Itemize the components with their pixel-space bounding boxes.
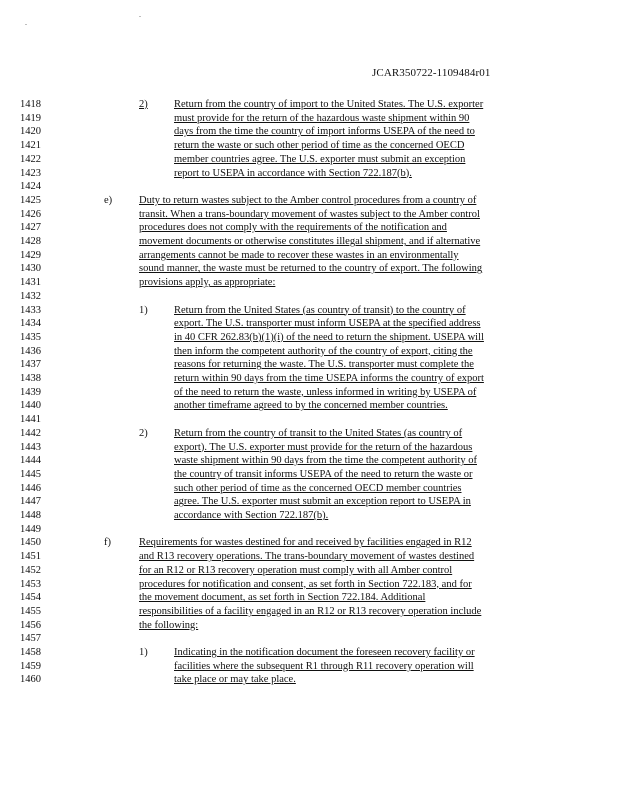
body-text-line: movement documents or otherwise constitutes illegal shipment, and if alternative <box>139 236 481 247</box>
line-number: 1442 <box>20 427 41 439</box>
line-number: 1453 <box>20 578 41 590</box>
section-label: f) <box>104 537 111 549</box>
line-number: 1440 <box>20 400 41 412</box>
body-text-line: return within 90 days from the time USEPA informs the country of export <box>174 373 484 384</box>
line-number: 1455 <box>20 605 41 617</box>
body-text-line: the following: <box>139 619 199 631</box>
body-text-line: facilities where the subsequent R1 through R11 recovery operation will <box>174 660 474 672</box>
body-text-line: report to USEPA in accordance with Section 722.187(b). <box>174 167 412 179</box>
line-number: 1439 <box>20 386 41 398</box>
line-number: 1427 <box>20 222 41 234</box>
line-number: 1448 <box>20 510 41 521</box>
section-label: e) <box>104 194 113 206</box>
scan-speck: . <box>25 18 27 27</box>
line-number: 1431 <box>20 277 41 289</box>
line-number: 1445 <box>20 468 41 480</box>
body-text-line: the country of transit informs USEPA of the need to return the waste or <box>174 468 473 480</box>
line-number: 1434 <box>20 318 41 330</box>
body-text-line: return the waste or such other period of time as the concerned OECD <box>174 140 465 152</box>
line-number: 1451 <box>20 551 41 563</box>
section-label: 2) <box>139 427 148 439</box>
line-number: 1460 <box>20 674 41 686</box>
line-number: 1449 <box>20 523 41 535</box>
body-text-line: of the need to return the waste, unless informed in writing by USEPA of <box>174 386 477 398</box>
line-number: 1422 <box>20 153 41 165</box>
body-text-line: waste shipment within 90 days from the time the competent authority of <box>174 455 477 467</box>
line-number: 1419 <box>20 112 41 124</box>
line-number: 1443 <box>20 441 41 453</box>
line-number: 1446 <box>20 482 41 494</box>
body-text-line: accordance with Section 722.187(b). <box>174 510 329 521</box>
body-text-line: Return from the country of import to the United States. The U.S. exporter <box>174 99 484 110</box>
body-text-line: Duty to return wastes subject to the Amber control procedures from a country of <box>139 194 477 206</box>
body-text-line: sound manner, the waste must be returned to the country of export. The following <box>139 263 483 275</box>
section-label: 2) <box>139 99 148 110</box>
body-text-line: agree. The U.S. exporter must submit an exception report to USEPA in <box>174 496 471 508</box>
line-number: 1418 <box>20 99 41 110</box>
body-text-line: procedures does not comply with the requirements of the notification and <box>139 222 447 234</box>
body-text-line: must provide for the return of the hazardous waste shipment within 90 <box>174 112 470 124</box>
section-label: 1) <box>139 647 148 658</box>
line-number: 1452 <box>20 564 41 576</box>
body-text-line: arrangements cannot be made to recover these wastes in an environmentally <box>139 249 459 261</box>
line-number: 1459 <box>20 660 41 672</box>
line-number: 1454 <box>20 592 41 604</box>
body-text-line: procedures for notification and consent, as set forth in Section 722.183, and for <box>139 578 472 590</box>
line-number: 1429 <box>20 249 41 261</box>
line-number: 1428 <box>20 236 41 247</box>
line-number: 1437 <box>20 359 41 371</box>
line-number: 1420 <box>20 126 41 138</box>
body-text-line: export). The U.S. exporter must provide for the return of the hazardous <box>174 441 473 453</box>
body-text-line: member countries agree. The U.S. exporter must submit an exception <box>174 153 466 165</box>
line-number: 1430 <box>20 263 41 275</box>
body-text-line: for an R12 or R13 recovery operation must comply with all Amber control <box>139 564 453 576</box>
line-number: 1425 <box>20 194 41 206</box>
line-number: 1424 <box>20 181 41 193</box>
body-text-line: take place or may take place. <box>174 674 296 686</box>
body-text-line: Indicating in the notification document the foreseen recovery facility or <box>174 647 475 658</box>
line-number: 1438 <box>20 373 41 384</box>
scan-speck: . <box>139 10 141 19</box>
body-text-line: export. The U.S. transporter must inform USEPA at the specified address <box>174 318 481 330</box>
body-text-line: in 40 CFR 262.83(b)(1)(i) of the need to return the shipment. USEPA will <box>174 331 484 343</box>
body-text-line: then inform the competent authority of the country of export, citing the <box>174 345 473 357</box>
line-number: 1423 <box>20 167 41 179</box>
line-number: 1435 <box>20 331 41 343</box>
line-number: 1441 <box>20 414 41 426</box>
body-text-line: Requirements for wastes destined for and received by facilities engaged in R12 <box>139 537 472 549</box>
line-number: 1432 <box>20 290 41 302</box>
body-text-line: such other period of time as the concerned OECD member countries <box>174 482 462 494</box>
body-text-line: days from the time the country of import informs USEPA of the need to <box>174 126 475 138</box>
body-text-line: reasons for returning the waste. The U.S. transporter must complete the <box>174 359 474 371</box>
line-number: 1436 <box>20 345 41 357</box>
body-text-line: transit. When a trans-boundary movement of wastes subject to the Amber control <box>139 208 480 220</box>
document-id-header: JCAR350722-1109484r01 <box>372 67 491 79</box>
line-number: 1458 <box>20 647 41 658</box>
line-number: 1426 <box>20 208 41 220</box>
line-number: 1457 <box>20 633 41 645</box>
section-label: 1) <box>139 304 148 316</box>
body-text-line: responsibilities of a facility engaged in an R12 or R13 recovery operation include <box>139 605 482 617</box>
body-text-line: the movement document, as set forth in Section 722.184. Additional <box>139 592 426 604</box>
line-number: 1456 <box>20 619 41 631</box>
line-number: 1421 <box>20 140 41 152</box>
line-number: 1450 <box>20 537 41 549</box>
body-text-line: Return from the country of transit to the United States (as country of <box>174 427 463 439</box>
line-number: 1444 <box>20 455 41 467</box>
line-number: 1433 <box>20 304 41 316</box>
body-text-line: provisions apply, as appropriate: <box>139 277 276 289</box>
body-text-line: and R13 recovery operations. The trans-boundary movement of wastes destined <box>139 551 475 563</box>
body-text-line: another timeframe agreed to by the concerned member countries. <box>174 400 448 412</box>
line-number: 1447 <box>20 496 41 508</box>
body-text-line: Return from the United States (as country of transit) to the country of <box>174 304 466 316</box>
